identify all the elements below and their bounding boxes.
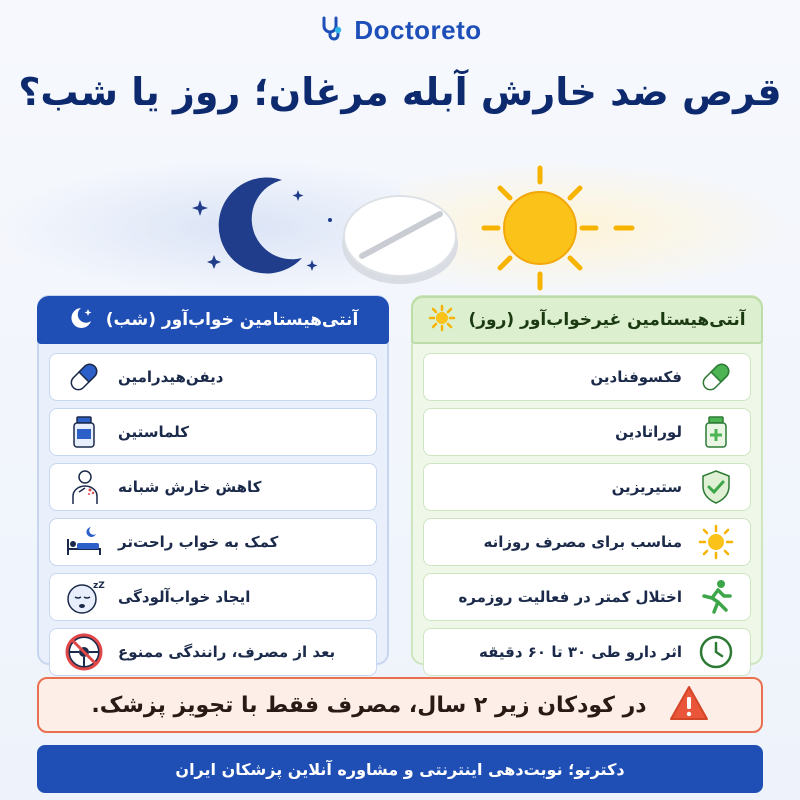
clock-icon [696, 632, 736, 672]
night-item-label: دیفن‌هیدرامین [118, 368, 224, 386]
sun-icon [484, 168, 632, 288]
moon-star-icon [68, 305, 94, 336]
day-item-label: اختلال کمتر در فعالیت روزمره [458, 588, 682, 606]
shield-check-icon [696, 467, 736, 507]
sleeping-bed-icon [64, 522, 104, 562]
night-item-label: کلماستین [118, 423, 190, 441]
night-item-label: کمک به خواب راحت‌تر [118, 533, 279, 551]
night-item-label: ایجاد خواب‌آلودگی [118, 588, 251, 606]
night-item-better-sleep [49, 518, 377, 566]
moon-icon [219, 177, 302, 273]
pill-icon [342, 196, 458, 284]
stethoscope-icon [318, 14, 346, 46]
pill-bottle-icon [64, 412, 104, 452]
day-item-fexofenadine [423, 353, 751, 401]
night-item-label: بعد از مصرف، رانندگی ممنوع [118, 643, 336, 661]
svg-text:zZ: zZ [93, 581, 105, 591]
medicine-bottle-icon [696, 412, 736, 452]
sun-small-icon [428, 304, 456, 337]
itching-person-icon [64, 467, 104, 507]
day-item-label: اثر دارو طی ۳۰ تا ۶۰ دقیقه [479, 643, 682, 661]
night-item-no-driving [49, 628, 377, 676]
night-header-label: آنتی‌هیستامین خواب‌آور (شب) [105, 310, 359, 330]
day-column-header [411, 296, 763, 344]
day-item-label: مناسب برای مصرف روزانه [483, 533, 682, 551]
day-item-daily-use [423, 518, 751, 566]
warning-text: در کودکان زیر ۲ سال، مصرف فقط با تجویز پزشک. [91, 692, 647, 718]
day-item-label: ستیریزین [611, 478, 682, 496]
day-item-loratadine [423, 408, 751, 456]
day-item-label: فکسوفنادین [590, 368, 682, 386]
hero-illustration [0, 160, 800, 295]
footer-banner [37, 745, 763, 793]
running-person-icon [696, 577, 736, 617]
capsule-icon [64, 357, 104, 397]
no-driving-icon [64, 632, 104, 672]
night-item-reduce-itch [49, 463, 377, 511]
day-item-onset-time [423, 628, 751, 676]
day-header-label: آنتی‌هیستامین غیرخواب‌آور (روز) [468, 310, 746, 330]
sleepy-face-icon [64, 577, 104, 617]
warning-banner [37, 677, 763, 733]
day-item-cetirizine [423, 463, 751, 511]
night-item-label: کاهش خارش شبانه [118, 478, 262, 496]
brand-logo [0, 14, 800, 46]
night-column-header [37, 296, 389, 344]
capsule-icon [696, 357, 736, 397]
night-item-drowsiness [49, 573, 377, 621]
day-column [411, 295, 763, 665]
page-title: قرص ضد خارش آبله مرغان؛ روز یا شب؟ [18, 70, 782, 114]
brand-name: Doctoreto [354, 14, 482, 45]
night-item-diphenhydramine [49, 353, 377, 401]
warning-icon [669, 685, 709, 725]
day-item-label: لوراتادین [615, 423, 682, 441]
day-item-less-disruption [423, 573, 751, 621]
night-column [37, 295, 389, 665]
night-item-clemastine [49, 408, 377, 456]
footer-text: دکترتو؛ نوبت‌دهی اینترنتی و مشاوره آنلاین پزشکان ایران [175, 759, 625, 779]
sun-icon [696, 522, 736, 562]
